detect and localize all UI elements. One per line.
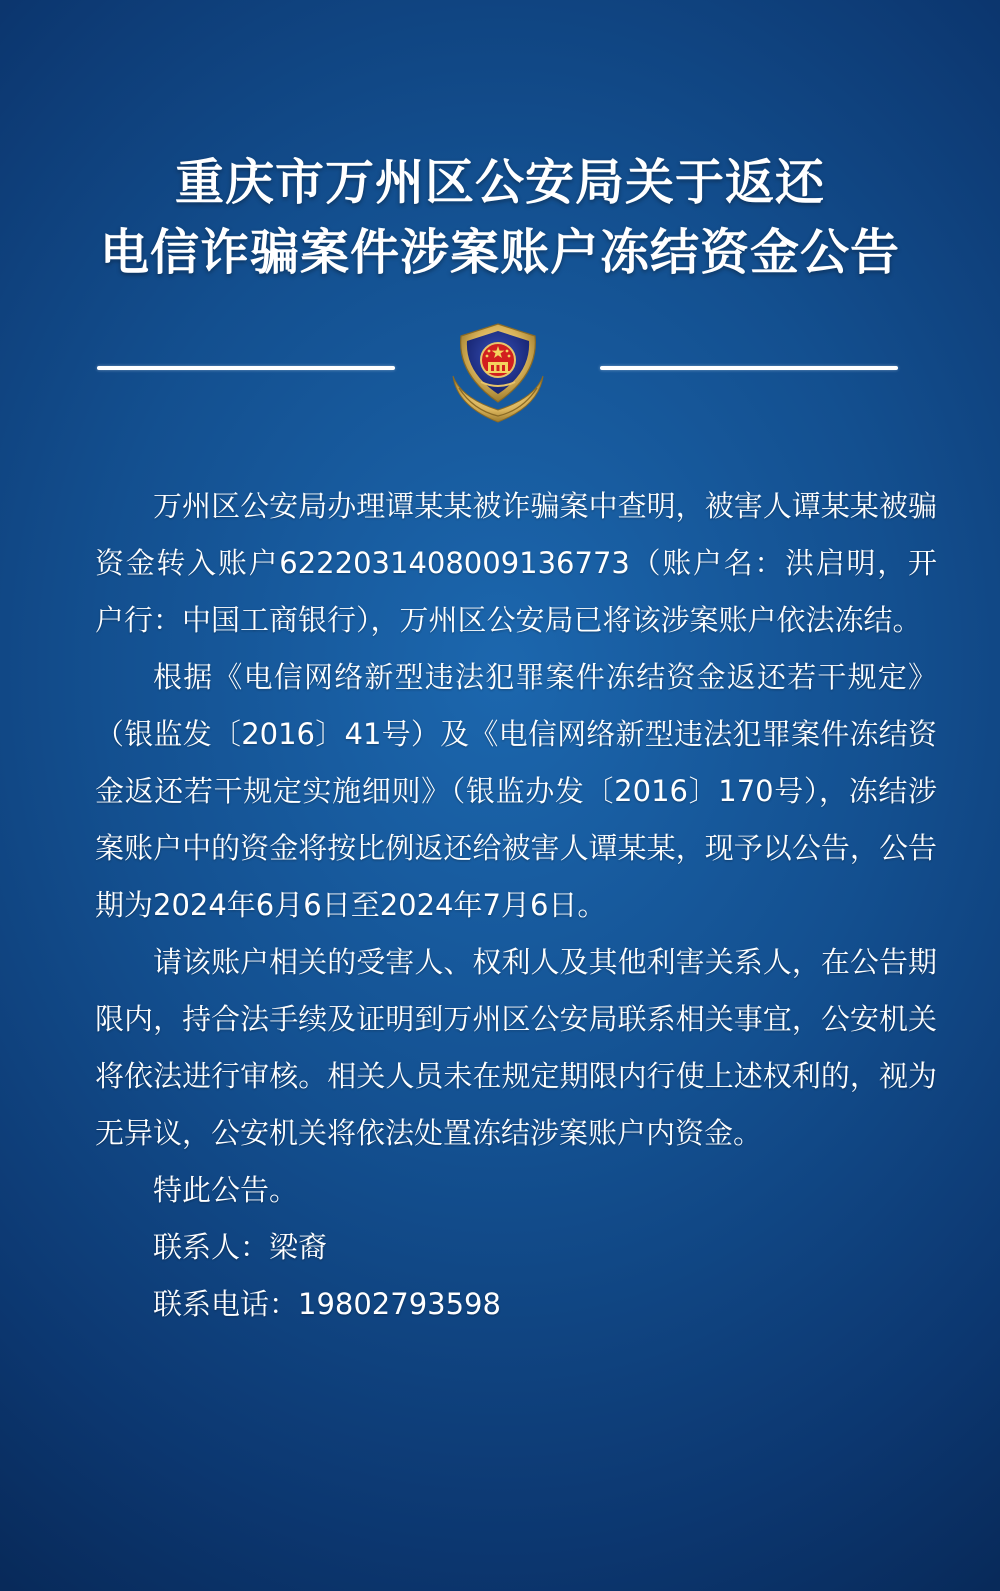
notice-paragraph-1: 万州区公安局办理谭某某被诈骗案中查明，被害人谭某某被骗资金转入账户6222031408009136773（账户名：洪启明，开户行：中国工商银行），万州区公安局已将该涉案账户依法冻结。 — [95, 489, 937, 637]
notice-paragraph-2: 根据《电信网络新型违法犯罪案件冻结资金返还若干规定》（银监发〔2016〕41号）及《电信网络新型违法犯罪案件冻结资金返还若干规定实施细则》（银监办发〔2016〕170号），冻结涉案账户中的资金将按比例返还给被害人谭某某，现予以公告，公告期为2024年6月6日至2024年7月6日。 — [95, 660, 937, 922]
notice-title — [0, 148, 1000, 288]
title-line-1: 重庆市万州区公安局关于返还 — [174, 154, 825, 211]
notice-paragraph-3: 请该账户相关的受害人、权利人及其他利害关系人，在公告期限内，持合法手续及证明到万州区公安局联系相关事宜，公安机关将依法进行审核。相关人员未在规定期限内行使上述权利的，视为无异议，公安机关将依法处置冻结涉案账户内资金。 — [95, 945, 937, 1150]
title-line-2: 电信诈骗案件涉案账户冻结资金公告 — [99, 224, 900, 281]
contact-person: 联系人：梁裔 — [153, 1230, 328, 1264]
police-emblem-icon — [443, 318, 553, 428]
notice-body — [95, 478, 937, 1333]
divider-right — [600, 366, 898, 370]
divider-left — [97, 366, 395, 370]
contact-phone: 联系电话：19802793598 — [153, 1287, 501, 1321]
notice-closing: 特此公告。 — [153, 1173, 299, 1207]
